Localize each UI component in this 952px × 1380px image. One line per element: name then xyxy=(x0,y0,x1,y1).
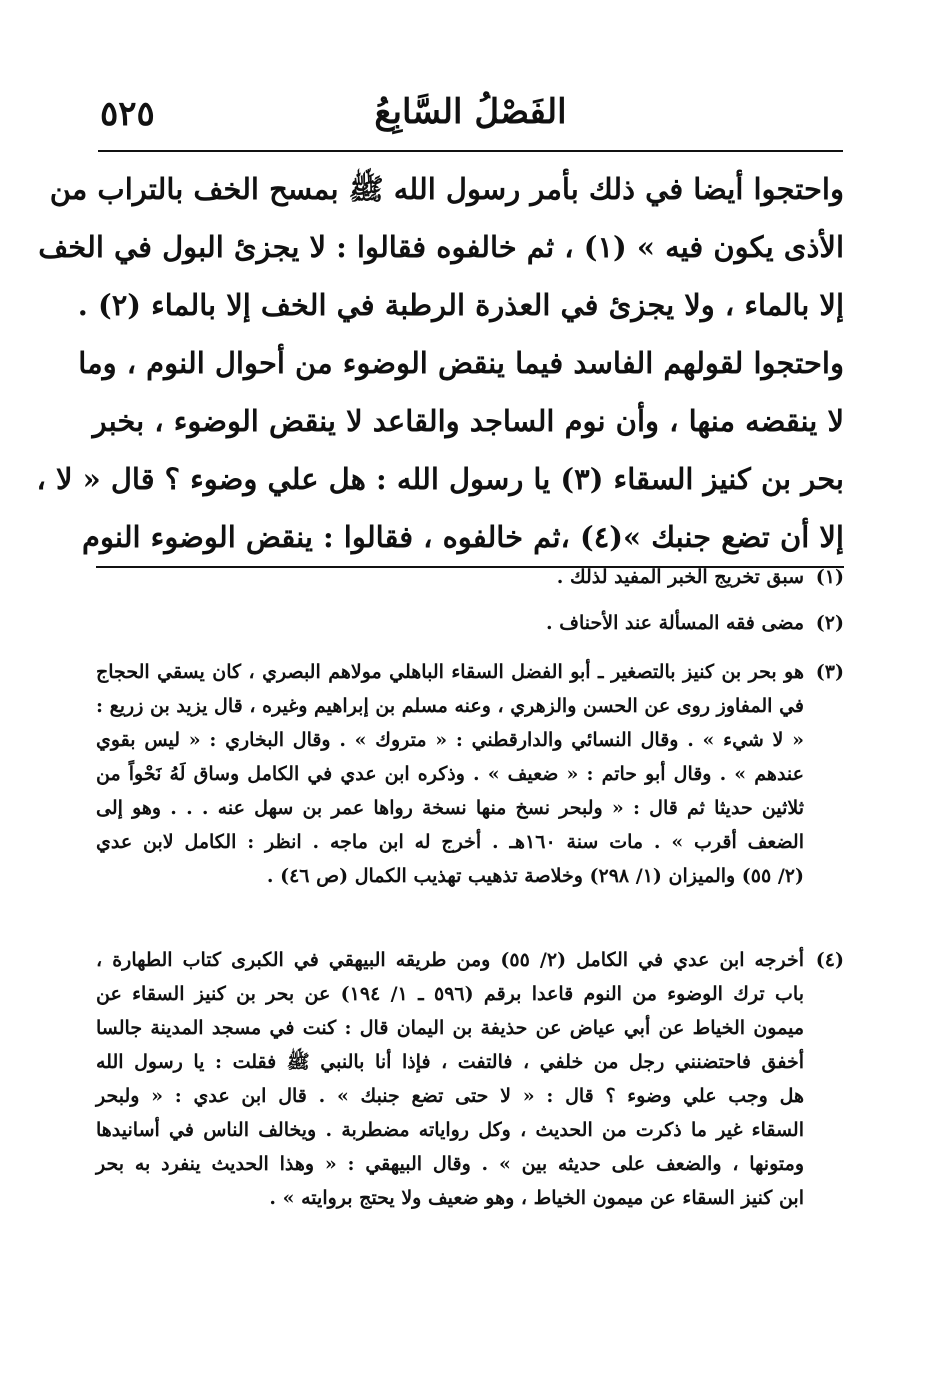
footnote-line: أخرجه ابن عدي في الكامل (٢/ ٥٥) ومن طريقه البيهقي في الكبرى كتاب الطهارة ، xyxy=(96,949,804,971)
footnote-line: الضعف أقرب » . مات سنة ١٦٠هـ . أخرج له ابن ماجه . انظر : الكامل لابن عدي xyxy=(96,831,804,853)
header-divider xyxy=(98,150,843,152)
footnote-marker: (٢) xyxy=(815,612,844,634)
footnote-line: أخفق فاحتضنني رجل من خلفي ، فالتفت ، فإذا أنا بالنبي ﷺ فقلت : يا رسول الله xyxy=(96,1051,804,1073)
main-text xyxy=(36,160,844,568)
footnote-4 xyxy=(96,943,844,1215)
footnote-line: ميمون الخياط عن أبي عياض عن حذيفة بن اليمان قال : كنت في مسجد المدينة جالسا xyxy=(96,1017,804,1039)
footnote-line: باب ترك الوضوء من النوم قاعدا برقم (٥٩٦ ـ ١/ ١٩٤) عن بحر بن كنيز السقاء عن xyxy=(96,983,804,1005)
chapter-title: الفَصْلُ السَّابِعُ xyxy=(374,92,567,132)
footnote-line: مضى فقه المسألة عند الأحناف . xyxy=(546,612,804,634)
footnote-line: « لا شيء » . وقال النسائي والدارقطني : « متروك » . وقال البخاري : « ليس بقوي xyxy=(96,729,804,751)
footnote-line: سبق تخريج الخبر المفيد لذلك . xyxy=(556,566,804,588)
main-text-line: واحتجوا أيضا في ذلك بأمر رسول الله ﷺ بمسح الخف بالتراب من xyxy=(49,172,844,206)
page-header xyxy=(98,88,843,146)
main-text-line: واحتجوا لقولهم الفاسد فيما ينقض الوضوء من أحوال النوم ، وما xyxy=(78,346,844,380)
footnote-line: هل وجب علي وضوء ؟ قال : « لا حتى تضع جنبك » . قال ابن عدي : « ولبحر xyxy=(96,1085,804,1107)
footnote-line: ومتونها ، والضعف على حديثه بين » . وقال البيهقي : « وهذا الحديث ينفرد به بحر xyxy=(96,1153,804,1175)
footnote-1 xyxy=(96,560,844,594)
footnote-line: هو بحر بن كنيز بالتصغير ـ أبو الفضل السقاء الباهلي مولاهم البصري ، كان يسقي الحجاج xyxy=(96,661,804,683)
main-text-line: الأذى يكون فيه » (١) ، ثم خالفوه فقالوا : لا يجزئ البول في الخف xyxy=(38,230,844,264)
main-text-line-underlined: إلا أن تضع جنبك »(٤) ،ثم خالفوه ، فقالوا : ينقض الوضوء النوم xyxy=(96,508,844,568)
footnote-line: في المفاوز روى عن الحسن والزهري ، وعنه مسلم بن إبراهيم وغيره ، قال يزيد بن زريع : xyxy=(96,695,804,717)
main-text-line: بحر بن كنيز السقاء (٣) يا رسول الله : هل علي وضوء ؟ قال « لا ، xyxy=(36,462,844,496)
main-text-line: إلا بالماء ، ولا يجزئ في العذرة الرطبة في الخف إلا بالماء (٢) . xyxy=(77,288,844,322)
footnote-2 xyxy=(96,606,844,640)
footnote-line: ثلاثين حديثا ثم قال : « ولبحر نسخ منها نسخة رواها عمر بن سهل عنه . . . وهو إلى xyxy=(96,797,804,819)
footnote-line: عندهم » . وقال أبو حاتم : « ضعيف » . وذكره ابن عدي في الكامل وساق لَهُ نَحْواً من xyxy=(96,763,804,785)
footnote-marker: (٤) xyxy=(815,949,844,971)
footnote-marker: (١) xyxy=(815,566,844,588)
footnote-3 xyxy=(96,655,844,893)
footnote-line: السقاء غير ما ذكرت من الحديث ، وكل رواياته مضطربة . ويخالف الناس في أسانيدها xyxy=(96,1119,804,1141)
page-number: ٥٢٥ xyxy=(100,94,155,134)
main-text-line: لا ينقضه منها ، وأن نوم الساجد والقاعد لا ينقض الوضوء ، بخبر xyxy=(92,404,844,438)
footnote-marker: (٣) xyxy=(815,661,844,683)
footnote-line: (٢/ ٥٥) والميزان (١/ ٢٩٨) وخلاصة تذهيب تهذيب الكمال (ص ٤٦) . xyxy=(266,865,804,887)
footnote-line: ابن كنيز السقاء عن ميمون الخياط ، وهو ضعيف ولا يحتج بروايته » . xyxy=(269,1187,804,1209)
